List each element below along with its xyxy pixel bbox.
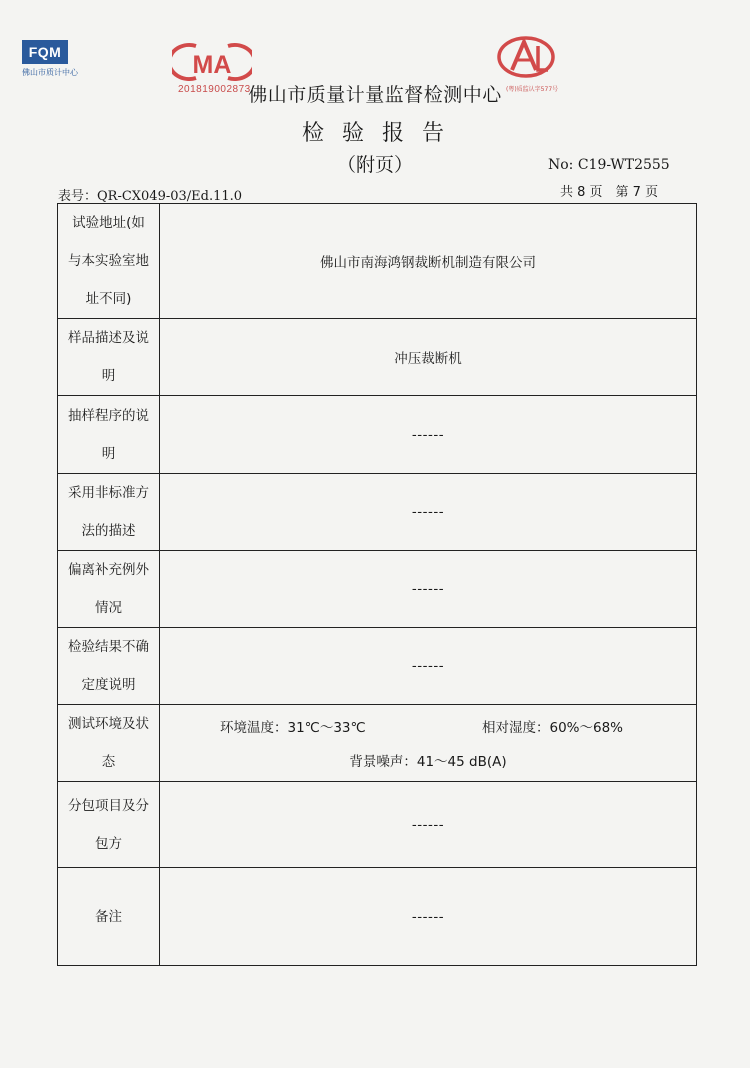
page-count: 共 8 页 第 7 页 [560,185,659,200]
nonstandard-value: ------ [160,474,697,551]
center-name: 佛山市质量计量监督检测中心 [248,84,502,106]
subcontract-label: 分包项目及分包方 [58,782,160,868]
report-title: 检验报告 [301,121,462,146]
fqm-logo-mark: FQM [22,40,68,64]
environment-temperature: 环境温度：31℃～33℃ [220,720,366,736]
svg-text:MA: MA [192,51,232,79]
report-subtitle: （附页） [336,154,413,176]
environment-noise: 背景噪声：41～45 dB(A) [349,754,507,770]
address-label: 试验地址(如与本实验室地址不同) [58,204,160,319]
sampling-label: 抽样程序的说明 [58,396,160,474]
deviation-label: 偏离补充例外情况 [58,551,160,628]
table-row [58,204,697,319]
report-number: No: C19-WT2555 [548,157,670,173]
table-row [58,319,697,396]
table-row [58,868,697,966]
table-row [58,782,697,868]
fqm-logo [22,40,82,78]
environment-label: 测试环境及状态 [58,705,160,782]
table-row [58,474,697,551]
uncertainty-value: ------ [160,628,697,705]
nonstandard-label: 采用非标准方法的描述 [58,474,160,551]
remarks-label: 备注 [58,868,160,966]
sampling-value: ------ [160,396,697,474]
sample-label: 样品描述及说明 [58,319,160,396]
environment-humidity: 相对湿度：60%～68% [482,720,624,736]
cma-number: 201819002873 [178,84,251,95]
table-row [58,705,697,782]
table-row [58,396,697,474]
fqm-logo-subtitle: 佛山市质计中心 [22,68,78,77]
remarks-value: ------ [160,868,697,966]
sample-value: 冲压裁断机 [160,319,697,396]
uncertainty-label: 检验结果不确定度说明 [58,628,160,705]
environment-value [160,705,697,782]
deviation-value: ------ [160,551,697,628]
form-code: 表号：QR-CX049-03/Ed.11.0 [58,189,243,204]
cma-seal-icon [172,42,252,82]
info-table [57,203,697,966]
table-row [58,551,697,628]
table-row [58,628,697,705]
cal-number: (粤)质监认字577号 [506,86,559,93]
subcontract-value: ------ [160,782,697,868]
address-value: 佛山市南海鸿钢裁断机制造有限公司 [160,204,697,319]
cal-seal-icon [496,36,556,80]
